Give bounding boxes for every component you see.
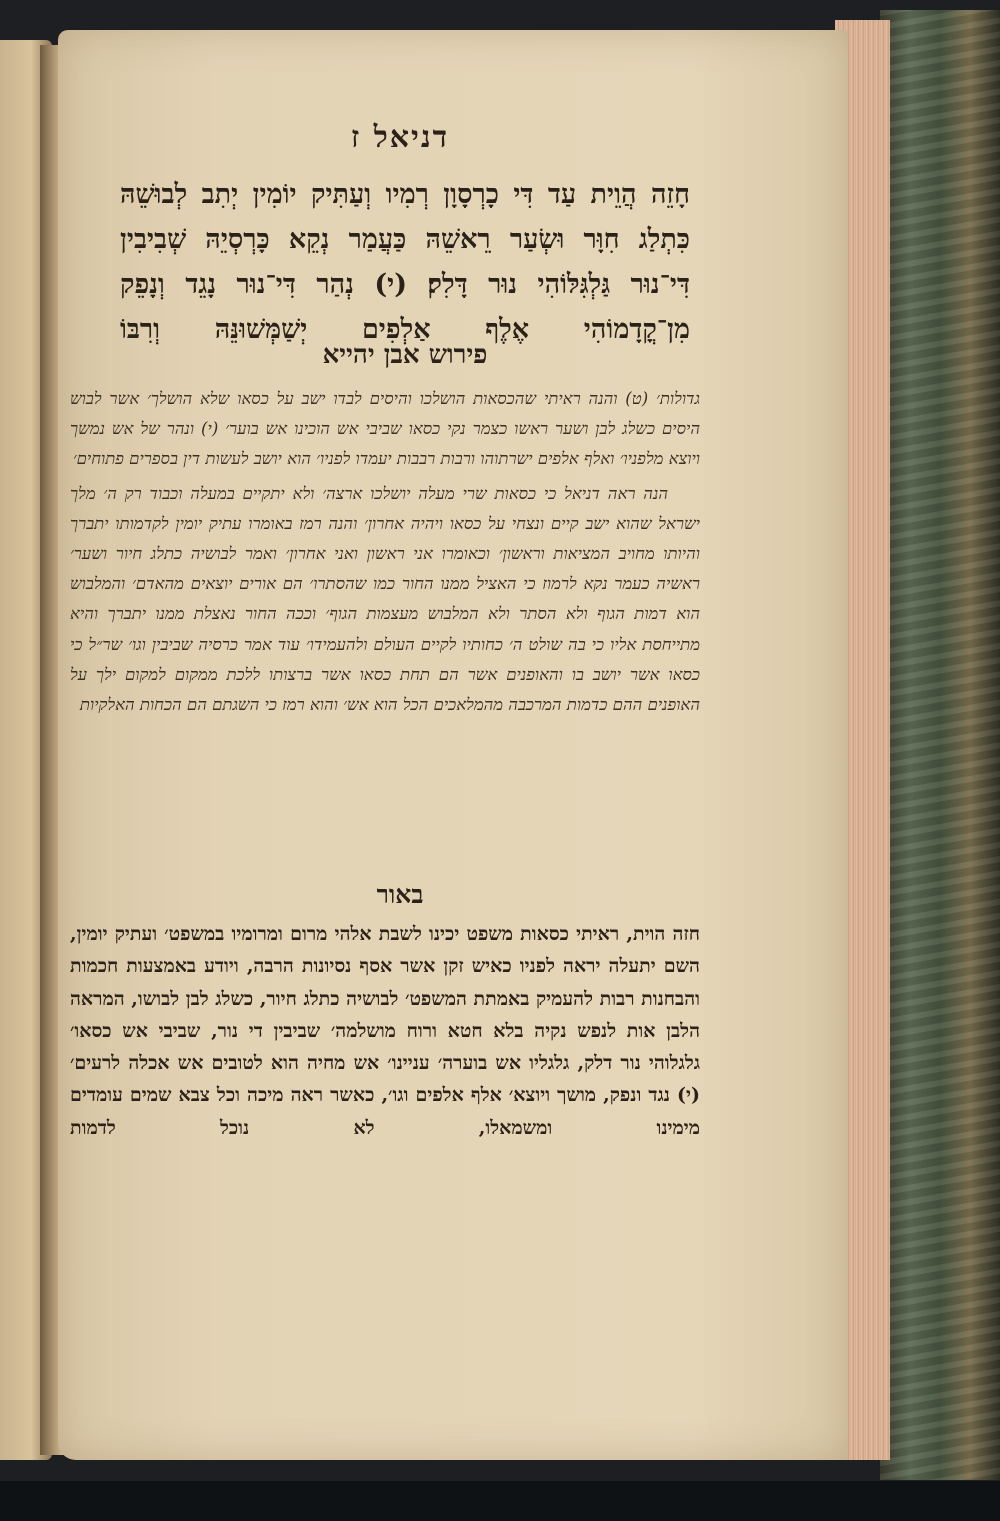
commentary-body — [70, 384, 700, 720]
book-binding — [0, 1481, 1000, 1521]
commentary-paragraph: גדולות׳ (ט) והנה ראיתי שהכסאות הושלכו והיסים לבדו ישב על כסאו שלא הושלך׳ אשר לבוש היסים כשלג לבן ושער ראשו כצמר נקי כסאו שביבי אש הוכינו אש בוער׳ (י) ונהר של אש נמשך ויוצא מלפניו׳ ואלף אלפים ישרתוהו ורבות רבבות יעמדו לפניו׳ הוא יושב לעשות דין בספרים פתוחים׳ — [70, 389, 700, 469]
beur-body: חזה הוית, ראיתי כסאות משפט יכינו לשבת אלהי מרום ומרומיו במשפט׳ ועתיק יומין, השם יתעלה יראה לפניו כאיש זקן אשר אסף נסיונות הרבה, ויודע באמצעות חכמות והבחנות רבות להעמיק באמתת המשפט׳ לבושיה כתלג חיור, כשלג לבן לבושו, המראה הלבן אות לנפש נקיה בלא חטא ורוח מושלמה׳ שביבין די נור, שביבי אש כסאו׳ גלגלוהי נור דלק, גלגליו אש בוערה׳ עניינו׳ אש מחיה הוא לטובים אש אכלה לרעים׳ (י) נגד ונפק, מושך ויוצא׳ אלף אלפים וגו׳, כאשר ראה מיכה וכל צבא שמים עומדים מימינו ומשמאלו, לא נוכל לדמות — [70, 923, 700, 1139]
aramaic-verse: חָזֵה הֲוֵית עַד דִּי כָרְסָוָן רְמִיו וְעַתִּיק יוֹמִין יְתִב לְבוּשֵׁהּ כִּתְלַג חִוָּר וּשְׂעַר רֵאשֵׁהּ כַּעֲמַר נְקֵא כָּרְסְיֵהּ שְׁבִיבִין דִּי־נוּר גַּלְגִּלּוֹהִי נוּר דָּלִק׃ (י) נְהַר דִּי־נוּר נָגֵד וְנָפֵק מִן־קֳדָמוֹהִי אֶלֶף אַלְפִים יְשַׁמְּשׁוּנֵּהּ וְרִבּוֹ — [120, 179, 690, 345]
commentary-title: פירוש אבן יהייא — [322, 340, 488, 370]
commentary-paragraph: הנה ראה דניאל כי כסאות שרי מעלה יושלכו ארצה׳ ולא יתקיים במעלה וכבוד רק ה׳ מלך ישראל שהוא ישב קיים ונצחי על כסאו ויהיה אחרון׳ והנה רמז באומרו עתיק יומין לקדמותו יתברך והיותו מחויב המציאות וראשון׳ וכאומרו אני ראשון ואני אחרון׳ ואמר לבושיה כתלג חיור ושער׳ ראשיה כעמר נקא לרמוז כי האציל ממנו החור כמו שהסתרו׳ הם אורים יוצאים מהאדם׳ והמלבוש הוא דמות הגוף ולא הסתר ולא המלבוש מעצמות הגוף׳ וככה החור נאצלת ממנו יתברך והיא מתייחסת אליו כי בה שולט ה׳ כחותיו לקיים העולם ולהעמידו׳ עוד אמר כרסיה שביבין וגו׳ שר״ל כי כסאו אשר יושב בו והאופנים אשר הם תחת כסאו אשר ברצותו ללכת ממקום למקום ילך על האופנים ההם כדמות המרכבה מהמלאכים הכל הוא אש׳ והוא רמז כי השגתם הם הכחות האלקיות — [70, 483, 700, 715]
running-header: דניאל ז — [350, 120, 450, 155]
beur-title: באור — [376, 880, 424, 909]
marbled-cover — [880, 10, 1000, 1480]
